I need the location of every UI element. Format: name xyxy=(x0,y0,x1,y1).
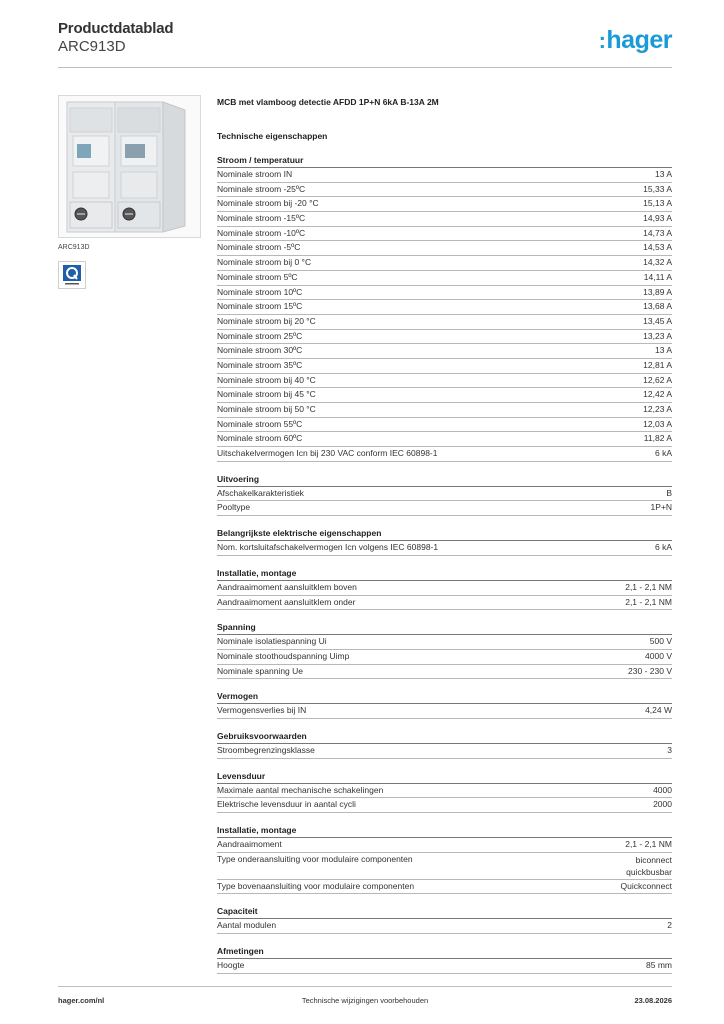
spec-value: 12,42 A xyxy=(643,389,672,400)
spec-label: Nominale stroom -10ºC xyxy=(217,227,306,238)
spec-group-title: Belangrijkste elektrische eigenschappen xyxy=(217,527,672,541)
spec-groups xyxy=(217,154,672,974)
spec-value: 4000 V xyxy=(645,650,672,661)
spec-group-title: Capaciteit xyxy=(217,905,672,919)
spec-label: Stroombegrenzingsklasse xyxy=(217,744,315,755)
spec-row xyxy=(217,315,672,330)
spec-row xyxy=(217,227,672,242)
spec-group-title: Installatie, montage xyxy=(217,567,672,581)
spec-value: 2,1 - 2,1 NM xyxy=(625,839,672,849)
spec-label: Nominale stroom -25ºC xyxy=(217,183,306,194)
spec-group-title: Stroom / temperatuur xyxy=(217,154,672,168)
spec-label: Maximale aantal mechanische schakelingen xyxy=(217,784,384,795)
section-heading: Technische eigenschappen xyxy=(217,131,328,141)
spec-value: 12,23 A xyxy=(643,404,672,414)
spec-group-title: Levensduur xyxy=(217,770,672,784)
spec-row xyxy=(217,432,672,447)
spec-group xyxy=(217,527,672,556)
spec-row xyxy=(217,300,672,315)
spec-row xyxy=(217,359,672,374)
spec-group-title: Uitvoering xyxy=(217,473,672,487)
footer-disclaimer: Technische wijzigingen voorbehouden xyxy=(301,996,429,1005)
spec-group xyxy=(217,770,672,813)
spec-label: Afschakelkarakteristiek xyxy=(217,487,304,498)
spec-group-title: Installatie, montage xyxy=(217,824,672,838)
spec-label: Nominale stroom bij 45 °C xyxy=(217,389,316,400)
spec-label: Aandraaimoment xyxy=(217,839,282,849)
spec-label: Nominale stroom IN xyxy=(217,169,293,179)
spec-value: 13,89 A xyxy=(643,286,672,297)
spec-row xyxy=(217,256,672,271)
spec-value: 3 xyxy=(667,744,672,755)
spec-row xyxy=(217,853,672,880)
spec-content xyxy=(217,96,672,985)
spec-value: 12,81 A xyxy=(643,359,672,370)
spec-row xyxy=(217,197,672,212)
product-title: MCB met vlamboog detectie AFDD 1P+N 6kA B-13A 2M xyxy=(217,97,439,107)
spec-value: 13,45 A xyxy=(643,315,672,326)
spec-value: 13 A xyxy=(654,169,672,179)
spec-label: Nominale stroom -5ºC xyxy=(217,242,301,253)
spec-group xyxy=(217,690,672,719)
product-image-label: ARC913D xyxy=(58,244,90,251)
spec-value: 13,23 A xyxy=(643,330,672,341)
spec-value: B xyxy=(666,487,672,498)
spec-row xyxy=(217,596,672,611)
spec-value: 500 V xyxy=(649,636,672,647)
spec-value: 4000 xyxy=(653,784,672,795)
spec-value: 12,62 A xyxy=(643,374,672,385)
spec-group-title: Gebruiksvoorwaarden xyxy=(217,730,672,744)
spec-group xyxy=(217,730,672,759)
spec-row xyxy=(217,487,672,502)
spec-group xyxy=(217,621,672,679)
spec-label: Nominale stroom 35ºC xyxy=(217,359,303,370)
spec-row xyxy=(217,784,672,799)
spec-label: Aandraaimoment aansluitklem onder xyxy=(217,596,356,607)
spec-value: 14,93 A xyxy=(643,213,672,224)
spec-row xyxy=(217,541,672,556)
spec-value: 230 - 230 V xyxy=(628,665,672,676)
spec-label: Type onderaansluiting voor modulaire componenten xyxy=(217,853,413,864)
spec-row xyxy=(217,183,672,198)
spec-label: Nominale stroom 30ºC xyxy=(217,345,303,356)
spec-row xyxy=(217,374,672,389)
spec-label: Nominale stroom 25ºC xyxy=(217,330,303,341)
spec-label: Nominale stroom bij 50 °C xyxy=(217,404,316,414)
spec-label: Nominale stoothoudspanning Uimp xyxy=(217,650,350,661)
spec-label: Nominale stroom -15ºC xyxy=(217,213,306,224)
spec-row xyxy=(217,418,672,433)
spec-label: Pooltype xyxy=(217,502,251,513)
spec-row xyxy=(217,344,672,359)
spec-value: 14,53 A xyxy=(643,242,672,253)
quality-mark-icon xyxy=(58,261,86,289)
spec-group-title: Afmetingen xyxy=(217,945,672,959)
spec-row xyxy=(217,838,672,853)
spec-row xyxy=(217,880,672,895)
logo-text: hager xyxy=(606,26,672,54)
spec-value: 2 xyxy=(667,920,672,931)
spec-label: Nominale stroom 60ºC xyxy=(217,433,303,444)
spec-row xyxy=(217,744,672,759)
spec-row xyxy=(217,212,672,227)
spec-value: Quickconnect xyxy=(620,880,672,891)
spec-value: 2000 xyxy=(653,799,672,810)
page-subtitle: ARC913D xyxy=(58,38,126,55)
spec-row xyxy=(217,403,672,418)
spec-label: Nominale stroom bij 20 °C xyxy=(217,315,316,326)
spec-label: Aandraaimoment aansluitklem boven xyxy=(217,581,357,592)
spec-label: Uitschakelvermogen Icn bij 230 VAC conform IEC 60898-1 xyxy=(217,448,438,459)
spec-label: Aantal modulen xyxy=(217,920,277,931)
spec-value: 14,32 A xyxy=(643,257,672,268)
spec-value: 13,68 A xyxy=(643,301,672,312)
spec-row xyxy=(217,271,672,286)
spec-group xyxy=(217,567,672,610)
spec-label: Hoogte xyxy=(217,960,245,971)
spec-label: Nominale stroom 55ºC xyxy=(217,418,303,429)
spec-value: 1P+N xyxy=(650,502,672,513)
spec-group xyxy=(217,824,672,894)
spec-row xyxy=(217,286,672,301)
spec-row xyxy=(217,919,672,934)
spec-group xyxy=(217,154,672,462)
bottom-divider xyxy=(58,986,672,987)
spec-value: 14,73 A xyxy=(643,227,672,238)
spec-value: 14,11 A xyxy=(643,271,672,282)
circuit-breaker-illustration xyxy=(59,96,200,237)
spec-label: Nom. kortsluitafschakelvermogen Icn volgens IEC 60898-1 xyxy=(217,542,439,553)
spec-label: Nominale stroom 15ºC xyxy=(217,301,303,312)
spec-row xyxy=(217,959,672,974)
spec-label: Nominale stroom bij -20 °C xyxy=(217,198,319,209)
spec-label: Nominale stroom 10ºC xyxy=(217,286,303,297)
hager-logo[interactable]: :hager xyxy=(598,26,672,54)
spec-value: 2,1 - 2,1 NM xyxy=(625,581,672,592)
spec-value: biconnect quickbusbar xyxy=(626,854,672,878)
spec-value: 6 kA xyxy=(654,448,672,459)
spec-label: Nominale stroom 5ºC xyxy=(217,271,298,282)
spec-value: 12,03 A xyxy=(643,418,672,429)
spec-value: 85 mm xyxy=(646,960,672,971)
spec-row xyxy=(217,665,672,680)
spec-group-title: Vermogen xyxy=(217,690,672,704)
spec-value: 15,13 A xyxy=(643,198,672,209)
spec-value: 13 A xyxy=(654,345,672,356)
spec-value: 2,1 - 2,1 NM xyxy=(625,596,672,607)
spec-row xyxy=(217,501,672,516)
spec-label: Nominale spanning Ue xyxy=(217,665,303,676)
spec-row xyxy=(217,330,672,345)
spec-label: Type bovenaansluiting voor modulaire componenten xyxy=(217,880,415,891)
page-title: Productdatablad xyxy=(58,20,174,37)
spec-row xyxy=(217,635,672,650)
header xyxy=(58,20,173,55)
spec-value: 11,82 A xyxy=(643,433,672,444)
spec-row xyxy=(217,447,672,462)
spec-group-title: Spanning xyxy=(217,621,672,635)
spec-label: Nominale isolatiespanning Ui xyxy=(217,636,327,647)
footer-website-link[interactable]: hager.com/nl xyxy=(58,996,105,1005)
spec-label: Nominale stroom bij 40 °C xyxy=(217,374,316,385)
spec-group xyxy=(217,905,672,934)
spec-label: Vermogensverlies bij IN xyxy=(217,705,307,716)
spec-label: Elektrische levensduur in aantal cycli xyxy=(217,799,356,810)
product-image xyxy=(58,95,201,238)
spec-label: Nominale stroom bij 0 °C xyxy=(217,257,312,268)
spec-value: 15,33 A xyxy=(643,183,672,194)
spec-row xyxy=(217,241,672,256)
spec-group xyxy=(217,945,672,974)
spec-row xyxy=(217,704,672,719)
spec-row xyxy=(217,168,672,183)
spec-value: 6 kA xyxy=(654,542,672,553)
spec-row xyxy=(217,650,672,665)
top-divider xyxy=(58,67,672,68)
spec-row xyxy=(217,388,672,403)
spec-row xyxy=(217,581,672,596)
spec-group xyxy=(217,473,672,516)
spec-value: 4,24 W xyxy=(645,705,672,716)
footer-date: 23.08.2026 xyxy=(634,996,672,1005)
spec-row xyxy=(217,798,672,813)
